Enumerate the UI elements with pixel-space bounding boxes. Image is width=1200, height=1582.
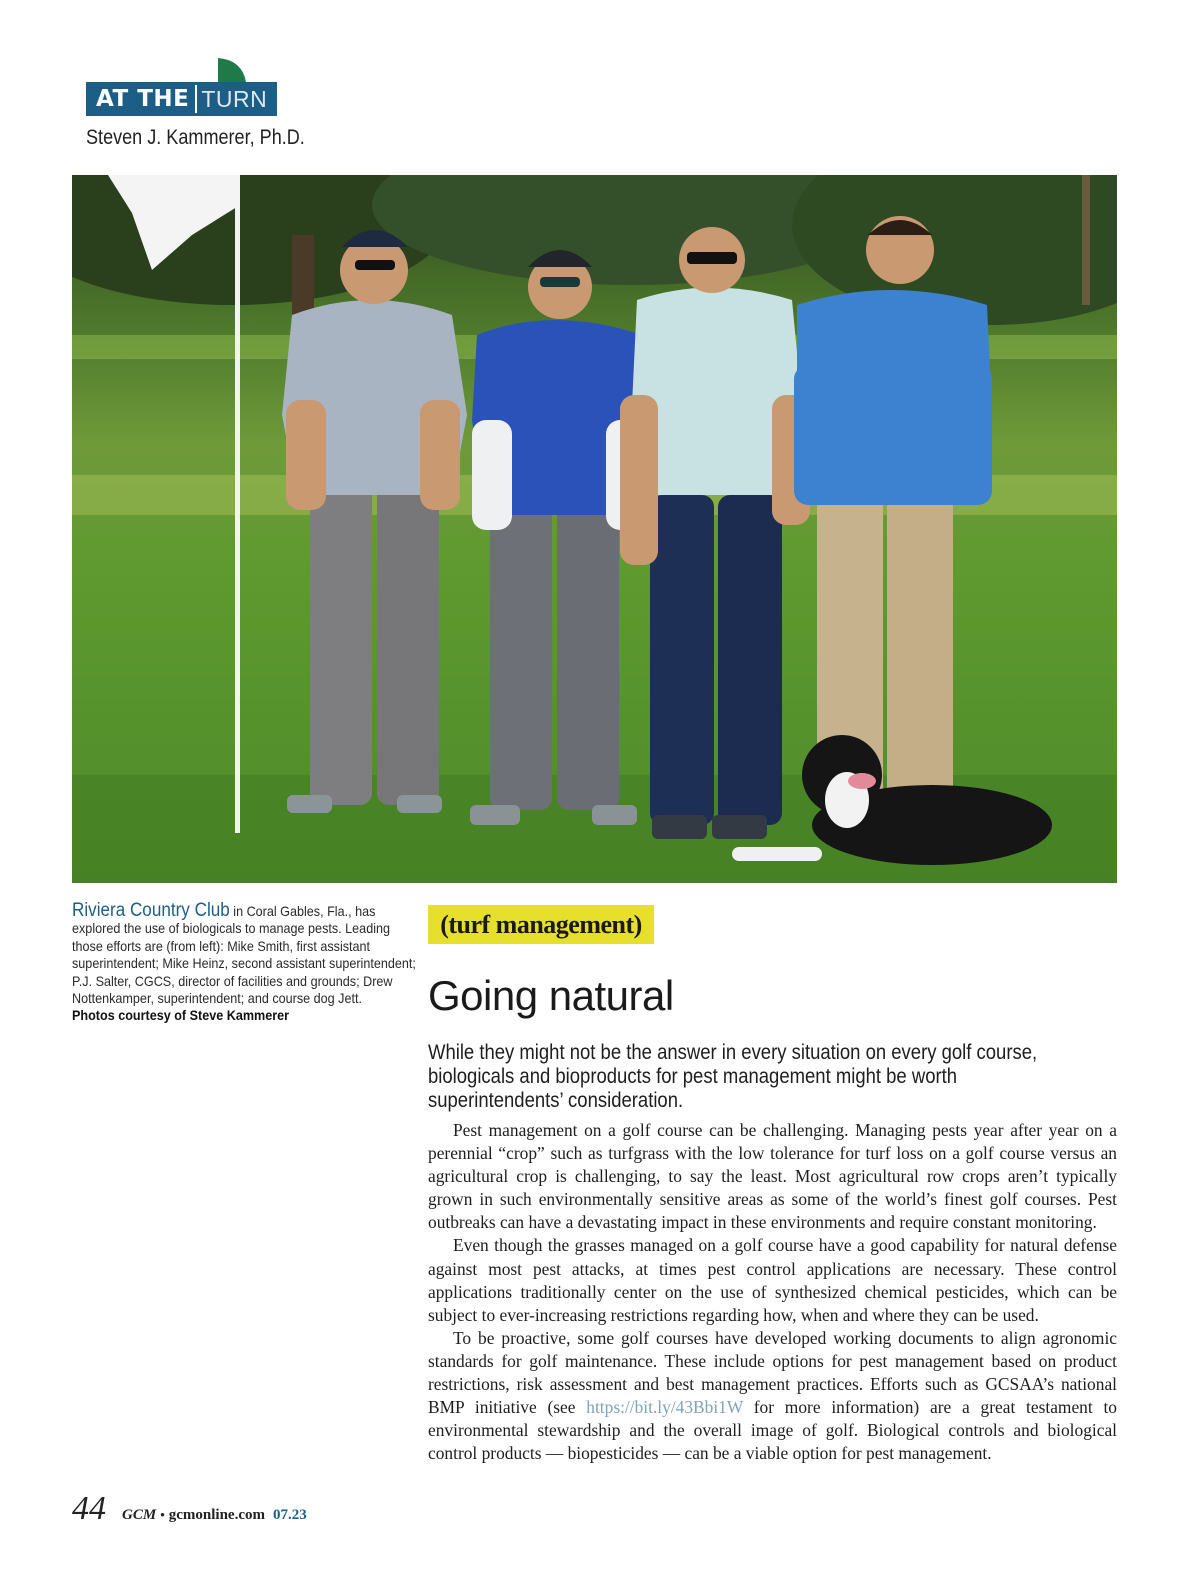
flag-icon [216,58,248,82]
photo-credit: Photos courtesy of Steve Kammerer [72,1007,290,1024]
footer-separator: • [160,1507,165,1522]
feature-photo [72,175,1117,883]
footer-site: gcmonline.com [168,1507,265,1523]
issue-date: 07.23 [272,1507,307,1523]
section-label-bold: AT THE [96,86,190,112]
page-footer [72,1490,307,1528]
magazine-name: GCM [122,1507,157,1523]
body-text: To be proactive, some golf courses have developed working documents to align agronomic standards for golf maintenance. These include options for pest management based on product restrictions, risk assessment and best management practices. Efforts such as GCSAA’s national BMP initiative (see [428,1327,1117,1418]
category-tag [428,905,654,944]
body-paragraph: Pest management on a golf course can be challenging. Managing pests year after year on a perennial “crop” such as turfgrass with the low tolerance for turf loss on a golf course versus an agricultural crop is challenging, to say the least. Most agricultural row crops aren’t typically grown in such environmentally sensitive areas as some of the world’s finest golf courses. Pest outbreaks can have a devastating impact in these environments and require constant monitoring. [428,1120,1117,1233]
body-paragraph: Even though the grasses managed on a golf course have a good capability for natural defense against most pest attacks, at times pest control applications are necessary. These control applications traditionally center on the use of synthesized chemical pesticides, which can be subject to ever-increasing restrictions regarding how, when and where they can be used. [428,1235,1117,1325]
author-byline: Steven J. Kammerer, Ph.D. [86,126,305,149]
photo-caption [72,902,417,1025]
category-tag-label: (turf management) [440,909,642,939]
page-number: 44 [72,1490,106,1527]
bmp-link[interactable]: https://bit.ly/43Bbi1W [586,1397,743,1418]
article-body [428,1119,1117,1465]
article-dek: While they might not be the answer in every situation on every golf course, biologicals and bioproducts for pest management might be worth superintendents’ consideration. [428,1041,1038,1112]
caption-club-name: Riviera Country Club [72,900,230,921]
body-paragraph [428,1327,1117,1466]
section-label-light: TURN [201,85,268,112]
section-badge [86,82,277,116]
article-headline: Going natural [428,972,674,1019]
section-divider [195,85,197,113]
body-text: for more information) are a great testament to environmental stewardship and the overall image of golf. Biological controls and biological control products — biopesticides — can be a viable option for pest management. [428,1397,1118,1464]
section-header [86,58,326,158]
caption-text: in Coral Gables, Fla., has explored the use of biologicals to manage pests. Leading those efforts are (from left): Mike Smith, first assistant superintendent; Mike Heinz, second assistant superintendent; P.J. Salter, CGCS, director of facilities and grounds; Drew Nottenkamper, superintendent; and course dog Jett. [72,903,416,1007]
